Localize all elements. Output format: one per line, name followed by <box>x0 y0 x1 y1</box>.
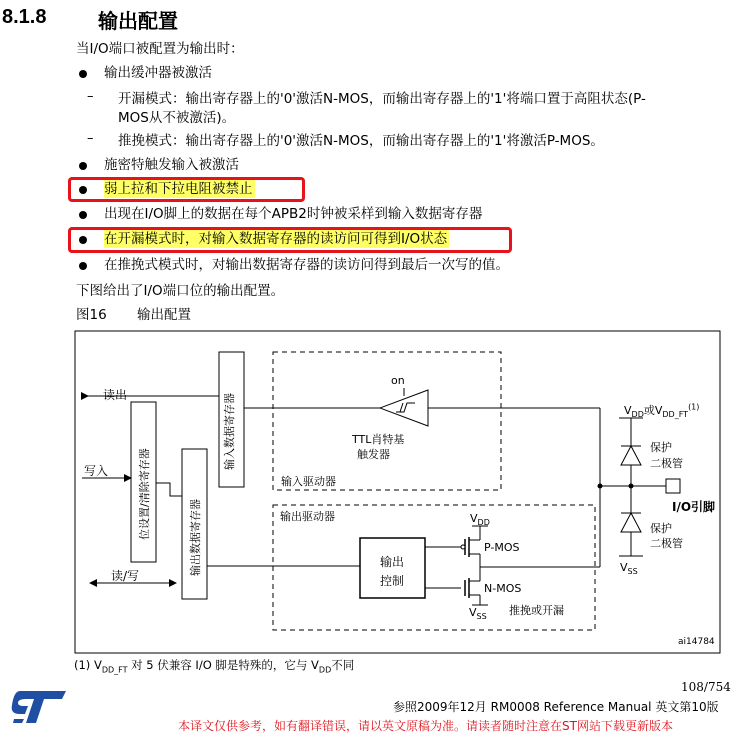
label-vdd-or-vddft: $V_{DD}$或$V_{DD\_FT}^{(1)}$ <box>624 402 700 420</box>
protection-diode-top <box>621 446 641 465</box>
label-io-pin: I/O引脚 <box>672 500 716 514</box>
label-protect-diode-1b: 二极管 <box>650 457 683 470</box>
label-bit-set-reset: 位设置/清除寄存器 <box>138 448 151 540</box>
section-number: 8.1.8 <box>2 6 47 28</box>
label-protect-diode-1a: 保护 <box>650 441 672 454</box>
page-number: 108/754 <box>681 680 731 694</box>
bullet-item: 出现在I/O脚上的数据在每个APB2时钟被采样到输入数据寄存器 <box>104 206 483 222</box>
label-protect-diode-2b: 二极管 <box>650 537 683 550</box>
footer-disclaimer: 本译文仅供参考，如有翻译错误，请以英文原稿为准。请读者随时注意在ST网站下载更新版本 <box>178 719 673 733</box>
label-output-control-2: 控制 <box>380 574 405 588</box>
sub-item-text: MOS从不被激活)。 <box>118 110 236 126</box>
label-ttl-line1: TTL肖特基 <box>352 433 405 446</box>
sub-item-text: 推挽模式：输出寄存器上的'0'激活N-MOS，而输出寄存器上的'1'将激活P-MOS。 <box>118 133 604 149</box>
bullet-item: 施密特触发输入被激活 <box>104 157 239 173</box>
label-vss: $V_{SS}$ <box>469 606 487 622</box>
label-input-driver: 输入驱动器 <box>281 475 336 488</box>
label-write: 写入 <box>84 464 109 478</box>
label-vdd: $V_{DD}$ <box>470 512 490 528</box>
figure-footnote: (1) $V_{DD\_FT}$ 对 5 伏兼容 I/O 脚是特殊的，它与 $V_{DD}$不同 <box>74 658 355 675</box>
bullet-item: 在推挽式模式时，对输出数据寄存器的读访问得到最后一次写的值。 <box>104 257 509 273</box>
io-pin <box>666 479 680 493</box>
st-logo <box>10 689 68 725</box>
closing-text: 下图给出了I/O端口位的输出配置。 <box>76 283 285 299</box>
intro-text: 当I/O端口被配置为输出时： <box>76 41 244 57</box>
figure-title: 输出配置 <box>137 307 191 323</box>
label-output-control-1: 输出 <box>380 555 405 569</box>
label-push-pull: 推挽或开漏 <box>509 604 564 617</box>
label-nmos: N-MOS <box>484 582 522 595</box>
label-output-data-register: 输出数据寄存器 <box>189 499 202 576</box>
label-pmos: P-MOS <box>484 541 520 554</box>
label-read: 读出 <box>103 388 128 402</box>
label-output-driver: 输出驱动器 <box>280 510 335 523</box>
label-input-data-register: 输入数据寄存器 <box>223 393 236 470</box>
label-protect-diode-2a: 保护 <box>650 522 672 535</box>
bullet-item-highlighted: 弱上拉和下拉电阻被禁止 <box>104 181 253 197</box>
figure-id: ai14784 <box>678 637 715 647</box>
protection-diode-bottom <box>621 513 641 532</box>
sub-item-text: 开漏模式：输出寄存器上的'0'激活N-MOS，而输出寄存器上的'1'将端口置于高阻状态(P- <box>118 91 646 107</box>
footer-reference: 参照2009年12月 RM0008 Reference Manual 英文第10版 <box>393 700 719 714</box>
figure-number: 图16 <box>76 307 107 323</box>
bullet-item-highlighted: 在开漏模式时，对输入数据寄存器的读访问可得到I/O状态 <box>104 231 448 247</box>
dash-marker: – <box>87 131 94 146</box>
dash-marker: – <box>87 89 94 104</box>
label-vss-right: $V_{SS}$ <box>620 561 638 577</box>
input-driver-box <box>273 352 501 490</box>
label-ttl-line2: 触发器 <box>357 448 390 461</box>
label-on: on <box>391 374 405 387</box>
section-title: 输出配置 <box>98 9 178 33</box>
bullet-item: 输出缓冲器被激活 <box>104 65 212 81</box>
label-read-write: 读/写 <box>111 569 140 583</box>
